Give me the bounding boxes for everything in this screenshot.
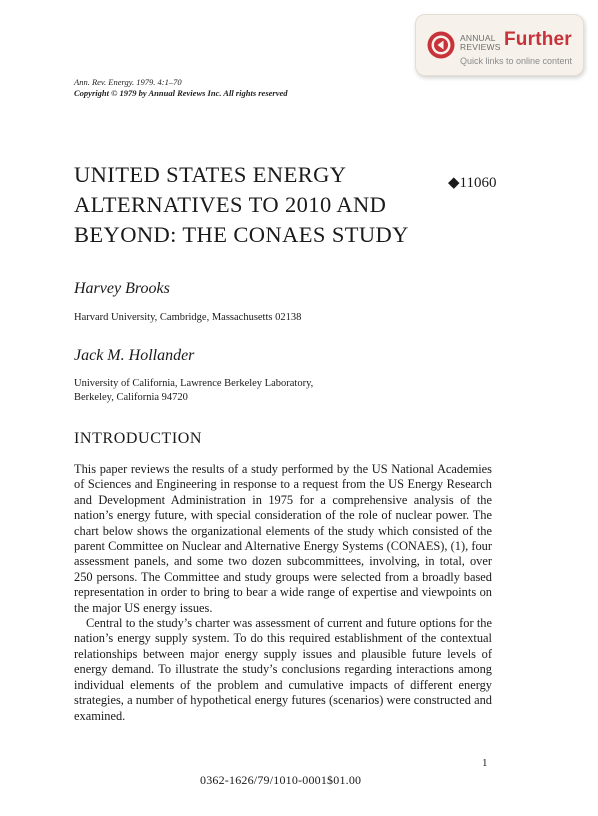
article-title: [74, 160, 434, 250]
section-heading: INTRODUCTION: [74, 430, 203, 447]
further-badge[interactable]: [415, 14, 584, 76]
body-text: [74, 462, 492, 724]
journal-citation: Ann. Rev. Energy. 1979. 4:1–70: [74, 77, 182, 87]
title-line: BEYOND: THE CONAES STUDY: [74, 222, 409, 247]
badge-reviews: REVIEWS: [460, 42, 501, 52]
author-affiliation: [74, 311, 301, 325]
badge-subtitle: Quick links to online content: [460, 56, 573, 66]
badge-annual: ANNUAL: [460, 33, 496, 43]
copyright-notice: Copyright © 1979 by Annual Reviews Inc. All rights reserved: [74, 88, 288, 98]
author-name: Harvey Brooks: [74, 280, 170, 297]
author-name: Jack M. Hollander: [74, 347, 195, 364]
footer-code: 0362-1626/79/1010-0001$01.00: [200, 773, 362, 787]
article-code: ◆11060: [448, 175, 497, 191]
badge-annual-reviews-text: [460, 34, 501, 52]
paragraph: This paper reviews the results of a study performed by the US National Academies of Sciences and Engineering in response to a request from the US Energy Research and Development Administration in 1975 for a comprehensive analysis of the nation’s energy future, with special consideration of the role of nuclear power. The chart below shows the organizational elements of the study which consisted of the parent Committee on Nuclear and Alternative Energy Systems (CONAES), (1), four assessment panels, and some two dozen subcommittees, involving, in total, over 250 persons. The Committee and study groups were selected from a broadly based representation in order to bring to bear a wide range of expertise and viewpoints on the major US energy issues.: [74, 462, 492, 615]
annual-reviews-logo-icon: [426, 30, 456, 60]
title-line: ALTERNATIVES TO 2010 AND: [74, 192, 387, 217]
affiliation-line: University of California, Lawrence Berkeley Laboratory,: [74, 378, 314, 389]
affiliation-line: Berkeley, California 94720: [74, 392, 188, 403]
title-line: UNITED STATES ENERGY: [74, 162, 347, 187]
paragraph: Central to the study’s charter was assessment of current and future options for the nation’s energy supply system. To do this required establishment of the contextual relationships between major energy supply issues and plausible future levels of energy demand. To illustrate the study’s conclusions regarding interactions among individual elements of the problem and cumulative impacts of different energy strategies, a number of hypothetical energy futures (scenarios) were constructed and examined.: [74, 616, 492, 723]
author-affiliation: [74, 377, 313, 405]
badge-further: Further: [504, 29, 572, 50]
page-number: 1: [482, 757, 488, 769]
affiliation-line: Harvard University, Cambridge, Massachusetts 02138: [74, 312, 302, 323]
